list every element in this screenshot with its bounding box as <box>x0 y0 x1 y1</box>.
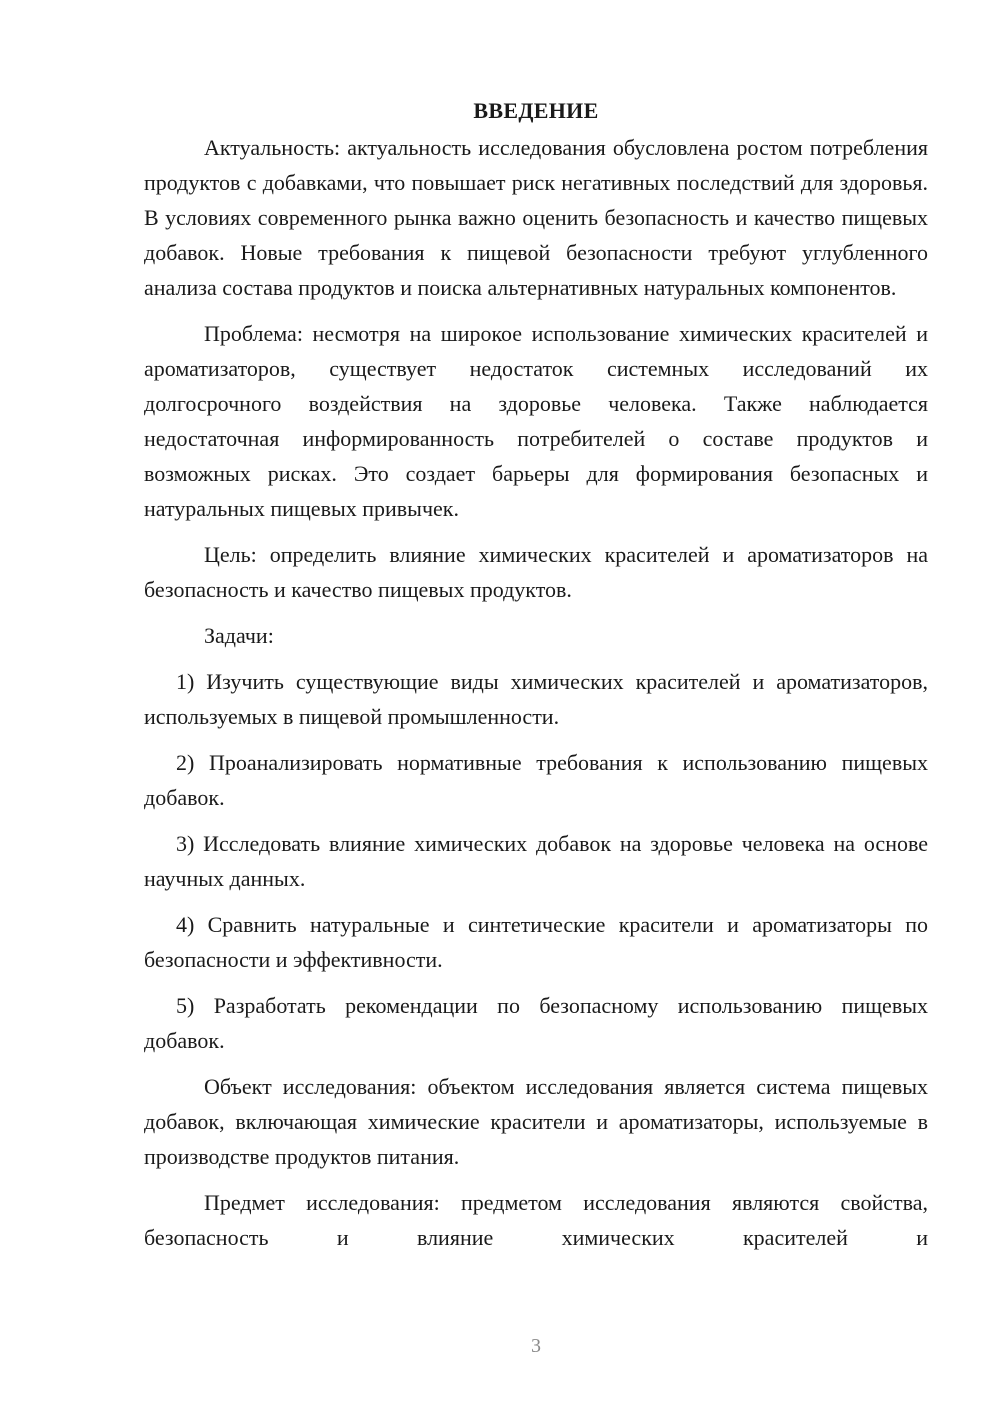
problem-paragraph: Проблема: несмотря на широкое использование химических красителей и ароматизаторов, существует недостаток системных исследований их долгосрочного воздействия на здоровье человека. Также наблюдается недостаточная информированность потребителей о составе продуктов и возможных рисках. Это создает барьеры для формирования безопасных и натуральных пищевых привычек. <box>144 321 928 521</box>
goal-paragraph: Цель: определить влияние химических красителей и ароматизаторов на безопасность и качество пищевых продуктов. <box>144 542 928 602</box>
page-number: 3 <box>531 1335 541 1357</box>
task-item-1: 1) Изучить существующие виды химических красителей и ароматизаторов, используемых в пищевой промышленности. <box>144 669 928 729</box>
page-title: ВВЕДЕНИЕ <box>473 98 599 123</box>
document-page <box>144 96 928 1266</box>
task-item-5: 5) Разработать рекомендации по безопасному использованию пищевых добавок. <box>144 993 928 1053</box>
tasks-heading: Задачи: <box>204 623 274 648</box>
subject-paragraph: Предмет исследования: предметом исследования являются свойства, безопасность и влияние химических красителей и <box>144 1190 928 1250</box>
relevance-paragraph: Актуальность: актуальность исследования обусловлена ростом потребления продуктов с добавками, что повышает риск негативных последствий для здоровья. В условиях современного рынка важно оценить безопасность и качество пищевых добавок. Новые требования к пищевой безопасности требуют углубленного анализа состава продуктов и поиска альтернативных натуральных компонентов. <box>144 135 928 300</box>
task-item-4: 4) Сравнить натуральные и синтетические красители и ароматизаторы по безопасности и эффективности. <box>144 912 928 972</box>
object-paragraph: Объект исследования: объектом исследования является система пищевых добавок, включающая химические красители и ароматизаторы, используемые в производстве продуктов питания. <box>144 1074 928 1169</box>
task-item-3: 3) Исследовать влияние химических добавок на здоровье человека на основе научных данных. <box>144 831 928 891</box>
task-item-2: 2) Проанализировать нормативные требования к использованию пищевых добавок. <box>144 750 928 810</box>
